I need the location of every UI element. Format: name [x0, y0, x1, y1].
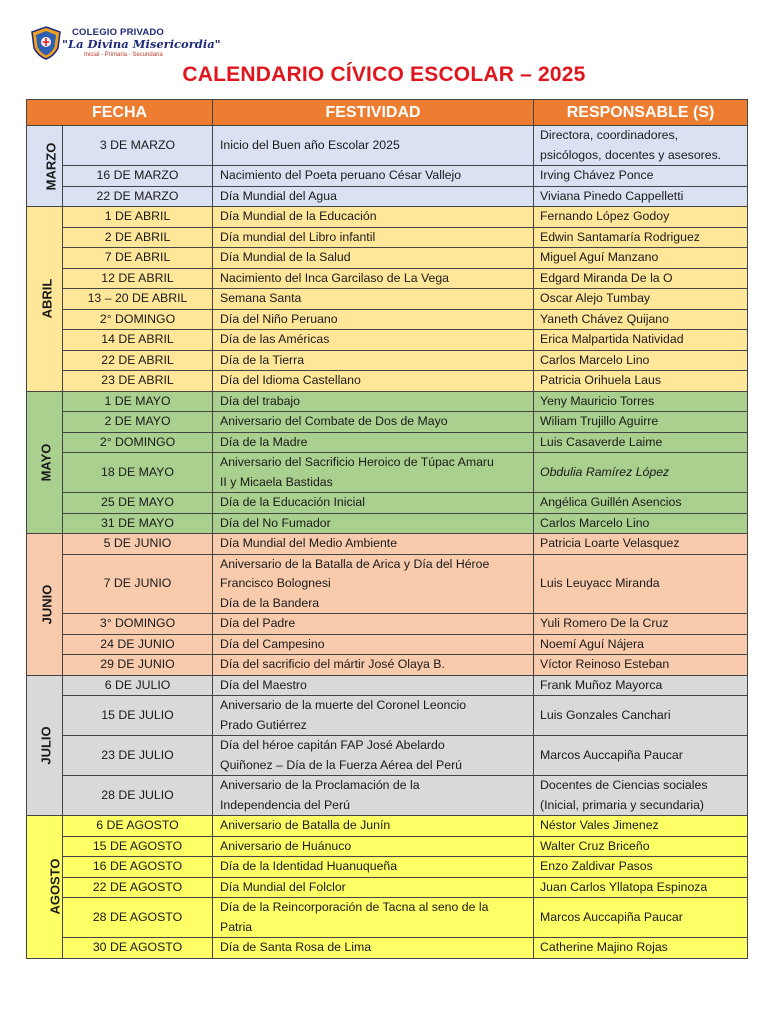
festivity-cell: [213, 898, 534, 938]
responsible-cell: [534, 675, 748, 696]
table-row: [27, 268, 748, 289]
responsible-line: Yuli Romero De la Cruz: [540, 616, 669, 630]
date-cell: 13 – 20 DE ABRIL: [63, 289, 213, 310]
date-cell: 5 DE JUNIO: [63, 534, 213, 555]
responsible-cell: [534, 309, 748, 330]
date-cell: 3 DE MARZO: [63, 126, 213, 166]
responsible-line: Marcos Auccapiña Paucar: [540, 909, 683, 924]
festivity-cell: [213, 166, 534, 187]
date-cell: 6 DE JULIO: [63, 675, 213, 696]
festivity-line: Día del sacrificio del mártir José Olaya B.: [220, 657, 445, 671]
responsible-line: Docentes de Ciencias sociales: [540, 778, 708, 792]
festivity-line: Día de las Américas: [220, 332, 330, 346]
date-cell: 15 DE AGOSTO: [63, 836, 213, 857]
page-title: CALENDARIO CÍVICO ESCOLAR – 2025: [182, 63, 586, 86]
festivity-cell: [213, 391, 534, 412]
festivity-cell: [213, 736, 534, 776]
festivity-line: Día Mundial de la Salud: [220, 250, 351, 264]
date-cell: 7 DE ABRIL: [63, 248, 213, 269]
responsible-cell: [534, 938, 748, 959]
festivity-line: Día Mundial del Medio Ambiente: [220, 536, 398, 550]
responsible-line: Víctor Reinoso Esteban: [540, 657, 670, 671]
table-row: [27, 836, 748, 857]
responsible-cell: [534, 816, 748, 837]
responsible-cell: [534, 493, 748, 514]
festivity-line: Semana Santa: [220, 291, 302, 305]
festivity-line: Nacimiento del Poeta peruano César Vallejo: [220, 168, 462, 182]
table-header-row: [27, 100, 748, 126]
festivity-cell: [213, 227, 534, 248]
table-row: [27, 513, 748, 534]
table-row: [27, 186, 748, 207]
date-cell: 1 DE ABRIL: [63, 207, 213, 228]
date-cell: 23 DE JULIO: [63, 736, 213, 776]
date-cell: 12 DE ABRIL: [63, 268, 213, 289]
table-row: [27, 857, 748, 878]
date-cell: 28 DE AGOSTO: [63, 898, 213, 938]
responsible-line: Irving Chávez Ponce: [540, 168, 654, 182]
festivity-cell: [213, 816, 534, 837]
responsible-cell: [534, 207, 748, 228]
table-row: [27, 432, 748, 453]
table-row: [27, 675, 748, 696]
responsible-cell: [534, 857, 748, 878]
responsible-line: Enzo Zaldivar Pasos: [540, 859, 653, 873]
festivity-cell: [213, 776, 534, 816]
responsible-cell: [534, 289, 748, 310]
month-label-cell: [27, 207, 63, 392]
festivity-cell: [213, 836, 534, 857]
header-responsable: RESPONSABLE (S): [534, 100, 748, 126]
table-row: [27, 350, 748, 371]
date-cell: 6 DE AGOSTO: [63, 816, 213, 837]
responsible-cell: [534, 330, 748, 351]
table-row: [27, 655, 748, 676]
month-label: JULIO: [38, 726, 54, 765]
festivity-cell: [213, 534, 534, 555]
date-cell: 2 DE MAYO: [63, 412, 213, 433]
festivity-line: Aniversario de la Batalla de Arica y Día del Héroe: [220, 556, 490, 571]
responsible-line: Frank Muñoz Mayorca: [540, 677, 663, 692]
responsible-cell: [534, 371, 748, 392]
civic-calendar-table: [26, 99, 748, 959]
table-row: [27, 938, 748, 959]
date-cell: 1 DE MAYO: [63, 391, 213, 412]
responsible-cell: [534, 126, 748, 166]
responsible-cell: [534, 736, 748, 776]
logo-levels: Inicial - Primaria - Secundaria: [84, 52, 163, 58]
responsible-line: Fernando López Godoy: [540, 209, 670, 223]
responsible-line: Erica Malpartida Natividad: [540, 332, 684, 346]
festivity-cell: [213, 655, 534, 676]
festivity-cell: [213, 696, 534, 736]
date-cell: 14 DE ABRIL: [63, 330, 213, 351]
responsible-line: Viviana Pinedo Cappelletti: [540, 188, 684, 203]
month-label: AGOSTO: [47, 858, 63, 915]
responsible-line: Juan Carlos Yllatopa Espinoza: [540, 879, 708, 894]
responsible-line: Noemí Aguí Nájera: [540, 636, 644, 651]
table-row: [27, 614, 748, 635]
responsible-line: Carlos Marcelo Lino: [540, 352, 650, 367]
responsible-cell: [534, 350, 748, 371]
table-row: [27, 166, 748, 187]
festivity-line: Día Mundial del Folclor: [220, 879, 346, 894]
table-row: [27, 534, 748, 555]
month-label: MARZO: [43, 142, 59, 190]
responsible-cell: [534, 166, 748, 187]
month-label-cell: [27, 675, 63, 816]
festivity-cell: [213, 350, 534, 371]
month-label-cell: [27, 391, 63, 534]
responsible-line: Catherine Majino Rojas: [540, 940, 668, 954]
responsible-cell: [534, 776, 748, 816]
festivity-line: Día de la Madre: [220, 434, 308, 449]
responsible-cell: [534, 227, 748, 248]
festivity-cell: [213, 371, 534, 392]
festivity-line: Día del trabajo: [220, 393, 300, 408]
festivity-line: Día del Idioma Castellano: [220, 373, 361, 387]
festivity-line: Aniversario del Combate de Dos de Mayo: [220, 414, 448, 428]
festivity-line: Día del Niño Peruano: [220, 311, 338, 326]
festivity-line: Día del Campesino: [220, 636, 325, 651]
festivity-cell: [213, 126, 534, 166]
festivity-line: Día mundial del Libro infantil: [220, 229, 376, 244]
month-label-cell: [27, 126, 63, 207]
responsible-cell: [534, 453, 748, 493]
festivity-cell: [213, 493, 534, 514]
responsible-line: Patricia Loarte Velasquez: [540, 536, 680, 550]
school-crest-icon: [30, 26, 62, 60]
responsible-line: Edwin Santamaría Rodriguez: [540, 229, 700, 244]
table-row: [27, 412, 748, 433]
festivity-line: Inicio del Buen año Escolar 2025: [220, 137, 400, 152]
table-row: [27, 391, 748, 412]
table-row: [27, 330, 748, 351]
table-row: [27, 453, 748, 493]
date-cell: 31 DE MAYO: [63, 513, 213, 534]
month-label-cell: [27, 816, 63, 959]
festivity-cell: [213, 186, 534, 207]
table-row: [27, 696, 748, 736]
festivity-line: Aniversario de la muerte del Coronel Leoncio: [220, 698, 467, 712]
date-cell: 23 DE ABRIL: [63, 371, 213, 392]
month-label: ABRIL: [39, 278, 55, 319]
responsible-cell: [534, 836, 748, 857]
responsible-line: Marcos Auccapiña Paucar: [540, 747, 683, 762]
table-row: [27, 289, 748, 310]
responsible-cell: [534, 614, 748, 635]
date-cell: 25 DE MAYO: [63, 493, 213, 514]
festivity-line: Día del héroe capitán FAP José Abelardo: [220, 738, 445, 752]
festivity-cell: [213, 268, 534, 289]
responsible-cell: [534, 432, 748, 453]
festivity-cell: [213, 877, 534, 898]
festivity-line: Día del Padre: [220, 616, 296, 630]
responsible-line: (Inicial, primaria y secundaria): [540, 797, 705, 812]
festivity-cell: [213, 513, 534, 534]
festivity-line: Día de la Bandera: [220, 595, 320, 610]
table-row: [27, 309, 748, 330]
table-row: [27, 898, 748, 938]
festivity-line: Francisco Bolognesi: [220, 576, 331, 590]
responsible-cell: [534, 898, 748, 938]
festivity-cell: [213, 453, 534, 493]
festivity-cell: [213, 614, 534, 635]
table-row: [27, 493, 748, 514]
festivity-line: Día Mundial del Agua: [220, 188, 337, 203]
table-body: [27, 126, 748, 959]
responsible-line: Edgard Miranda De la O: [540, 270, 673, 285]
responsible-line: Angélica Guillén Asencios: [540, 495, 682, 509]
festivity-line: Día de la Educación Inicial: [220, 495, 365, 509]
table-row: [27, 736, 748, 776]
date-cell: 7 DE JUNIO: [63, 554, 213, 614]
festivity-cell: [213, 309, 534, 330]
festivity-line: Patria: [220, 919, 253, 934]
responsible-line: Luis Leuyacc Miranda: [540, 576, 660, 590]
responsible-cell: [534, 412, 748, 433]
festivity-line: Día de Santa Rosa de Lima: [220, 940, 372, 954]
festivity-cell: [213, 675, 534, 696]
responsible-line: Miguel Aguí Manzano: [540, 250, 659, 264]
responsible-cell: [534, 513, 748, 534]
festivity-line: Aniversario de Batalla de Junín: [220, 818, 391, 832]
festivity-line: Día de la Identidad Huanuqueña: [220, 859, 398, 873]
responsible-cell: [534, 877, 748, 898]
festivity-line: Día de la Reincorporación de Tacna al seno de la: [220, 900, 489, 914]
responsible-cell: [534, 186, 748, 207]
responsible-line: Luis Gonzales Canchari: [540, 707, 671, 722]
festivity-line: Aniversario de la Proclamación de la: [220, 778, 420, 792]
responsible-line: Oscar Alejo Tumbay: [540, 291, 651, 305]
table-row: [27, 554, 748, 614]
date-cell: 29 DE JUNIO: [63, 655, 213, 676]
festivity-cell: [213, 248, 534, 269]
responsible-cell: [534, 655, 748, 676]
responsible-cell: [534, 248, 748, 269]
festivity-line: Nacimiento del Inca Garcilaso de La Vega: [220, 270, 450, 285]
responsible-line: Obdulia Ramírez López: [540, 464, 670, 479]
date-cell: 18 DE MAYO: [63, 453, 213, 493]
table-row: [27, 227, 748, 248]
table-row: [27, 877, 748, 898]
festivity-cell: [213, 432, 534, 453]
festivity-line: Aniversario de Huánuco: [220, 838, 352, 853]
responsible-line: Wiliam Trujillo Aguirre: [540, 414, 659, 428]
festivity-cell: [213, 857, 534, 878]
responsible-line: Luis Casaverde Laime: [540, 434, 663, 449]
festivity-line: Día del Maestro: [220, 677, 307, 692]
responsible-line: Directora, coordinadores,: [540, 128, 679, 142]
table-row: [27, 207, 748, 228]
festivity-cell: [213, 207, 534, 228]
responsible-line: Néstor Vales Jimenez: [540, 818, 659, 832]
table-row: [27, 776, 748, 816]
festivity-line: II y Micaela Bastidas: [220, 474, 333, 489]
date-cell: 30 DE AGOSTO: [63, 938, 213, 959]
responsible-line: Patricia Orihuela Laus: [540, 373, 661, 387]
school-logo: [30, 26, 221, 64]
date-cell: 22 DE MARZO: [63, 186, 213, 207]
festivity-line: Día Mundial de la Educación: [220, 209, 377, 223]
date-cell: 2 DE ABRIL: [63, 227, 213, 248]
date-cell: 28 DE JULIO: [63, 776, 213, 816]
date-cell: 16 DE MARZO: [63, 166, 213, 187]
responsible-cell: [534, 268, 748, 289]
date-cell: 3° DOMINGO: [63, 614, 213, 635]
header-festividad: FESTIVIDAD: [213, 100, 534, 126]
date-cell: 22 DE ABRIL: [63, 350, 213, 371]
festivity-line: Día de la Tierra: [220, 352, 305, 367]
festivity-cell: [213, 289, 534, 310]
table-row: [27, 126, 748, 166]
date-cell: 15 DE JULIO: [63, 696, 213, 736]
responsible-cell: [534, 534, 748, 555]
festivity-cell: [213, 330, 534, 351]
festivity-cell: [213, 938, 534, 959]
date-cell: 2° DOMINGO: [63, 309, 213, 330]
date-cell: 16 DE AGOSTO: [63, 857, 213, 878]
responsible-line: Carlos Marcelo Lino: [540, 515, 650, 530]
responsible-cell: [534, 391, 748, 412]
table-row: [27, 248, 748, 269]
festivity-line: Quiñonez – Día de la Fuerza Aérea del Perú: [220, 757, 463, 772]
responsible-cell: [534, 696, 748, 736]
responsible-line: Yaneth Chávez Quijano: [540, 311, 669, 326]
responsible-cell: [534, 634, 748, 655]
date-cell: 22 DE AGOSTO: [63, 877, 213, 898]
date-cell: 2° DOMINGO: [63, 432, 213, 453]
responsible-line: psicólogos, docentes y asesores.: [540, 147, 722, 162]
responsible-line: Walter Cruz Briceño: [540, 838, 650, 853]
header-fecha: FECHA: [27, 100, 213, 126]
festivity-cell: [213, 634, 534, 655]
date-cell: 24 DE JUNIO: [63, 634, 213, 655]
table-row: [27, 371, 748, 392]
responsible-cell: [534, 554, 748, 614]
festivity-line: Independencia del Perú: [220, 797, 350, 812]
month-label-cell: [27, 534, 63, 676]
table-row: [27, 634, 748, 655]
month-label: JUNIO: [39, 584, 55, 625]
festivity-cell: [213, 554, 534, 614]
responsible-line: Yeny Mauricio Torres: [540, 393, 655, 408]
festivity-cell: [213, 412, 534, 433]
month-label: MAYO: [38, 443, 54, 482]
festivity-line: Aniversario del Sacrificio Heroico de Túpac Amaru: [220, 455, 494, 469]
logo-school-name: "La Divina Misericordia": [62, 37, 221, 51]
table-row: [27, 816, 748, 837]
logo-line-1: COLEGIO PRIVADO: [72, 27, 165, 38]
festivity-line: Día del No Fumador: [220, 515, 331, 530]
festivity-line: Prado Gutiérrez: [220, 717, 307, 732]
